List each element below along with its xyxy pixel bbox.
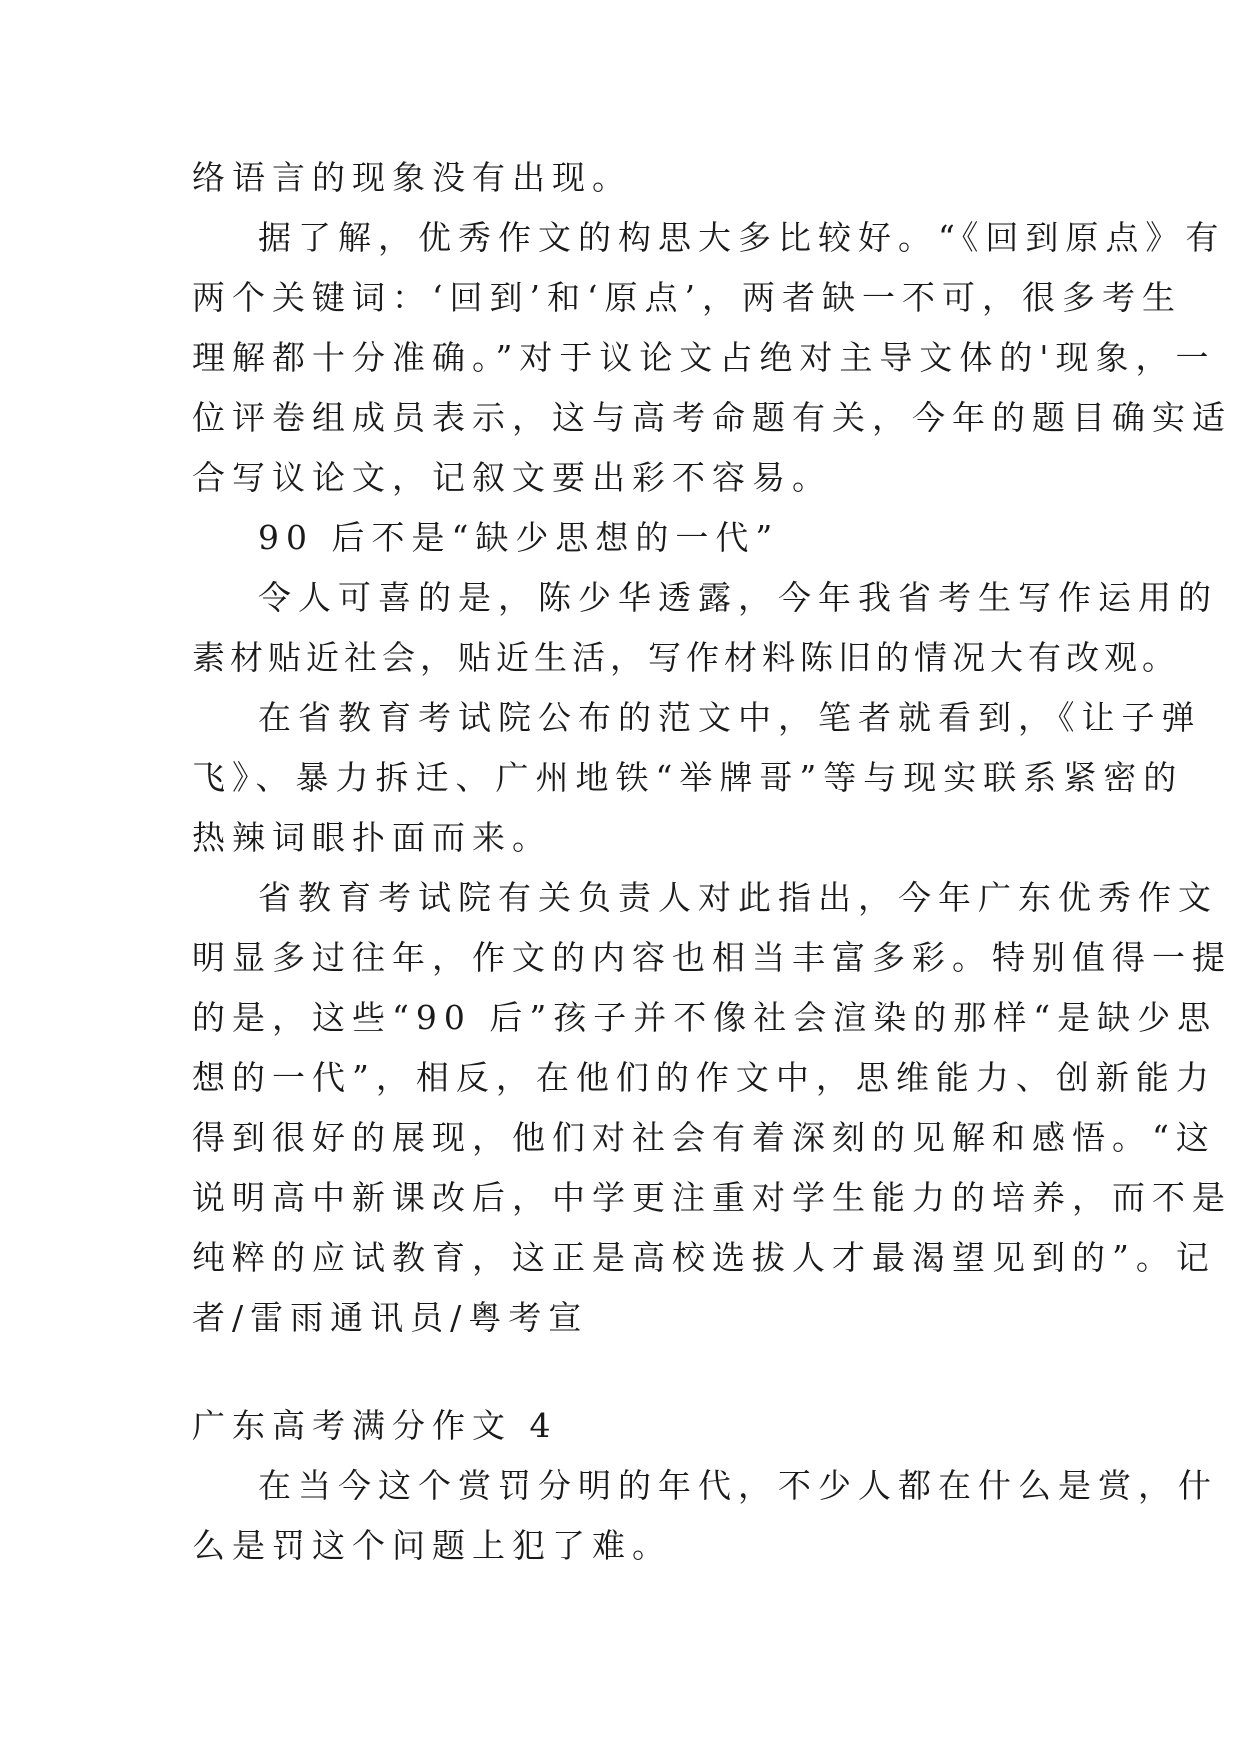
text-line: 两个关键词：‘回到’和‘原点’，两者缺一不可，很多考生 xyxy=(192,278,1182,317)
text-line: 的是，这些“90 后”孩子并不像社会渲染的那样“是缺少思 xyxy=(192,998,1218,1037)
text-line: 理解都十分准确。”对于议论文占绝对主导文体的'现象，一 xyxy=(192,338,1216,377)
text-line: 想的一代”，相反，在他们的作文中，思维能力、创新能力 xyxy=(192,1058,1216,1097)
text-line: 说明高中新课改后，中学更注重对学生能力的培养，而不是 xyxy=(192,1178,1232,1217)
paragraph-start-line: 在省教育考试院公布的范文中，笔者就看到，《让子弹 xyxy=(258,698,1202,737)
paragraph-start-line: 据了解，优秀作文的构思大多比较好。“《回到原点》有 xyxy=(258,218,1226,257)
text-line: 得到很好的展现，他们对社会有着深刻的见解和感悟。“这 xyxy=(192,1118,1216,1157)
text-line: 纯粹的应试教育，这正是高校选拔人才最渴望见到的”。记 xyxy=(192,1238,1216,1277)
text-line: 飞》、暴力拆迁、广州地铁“举牌哥”等与现实联系紧密的 xyxy=(192,758,1184,797)
text-line: 合写议论文，记叙文要出彩不容易。 xyxy=(192,458,832,497)
text-line: 热辣词眼扑面而来。 xyxy=(192,818,552,857)
paragraph-start-line: 在当今这个赏罚分明的年代，不少人都在什么是赏，什 xyxy=(258,1466,1218,1505)
paragraph-start-line: 令人可喜的是，陈少华透露，今年我省考生写作运用的 xyxy=(258,578,1218,617)
text-line: 位评卷组成员表示，这与高考命题有关，今年的题目确实适 xyxy=(192,398,1232,437)
section-heading: 90 后不是“缺少思想的一代” xyxy=(258,518,780,557)
text-line: 明显多过往年，作文的内容也相当丰富多彩。特别值得一提 xyxy=(192,938,1232,977)
text-line: 者/雷雨通讯员/粤考宣 xyxy=(192,1298,589,1337)
text-line: 么是罚这个问题上犯了难。 xyxy=(192,1526,672,1565)
article-title: 广东高考满分作文 4 xyxy=(192,1406,558,1445)
text-line: 络语言的现象没有出现。 xyxy=(192,158,632,197)
text-line: 素材贴近社会，贴近生活，写作材料陈旧的情况大有改观。 xyxy=(192,638,1180,677)
paragraph-start-line: 省教育考试院有关负责人对此指出，今年广东优秀作文 xyxy=(258,878,1218,917)
